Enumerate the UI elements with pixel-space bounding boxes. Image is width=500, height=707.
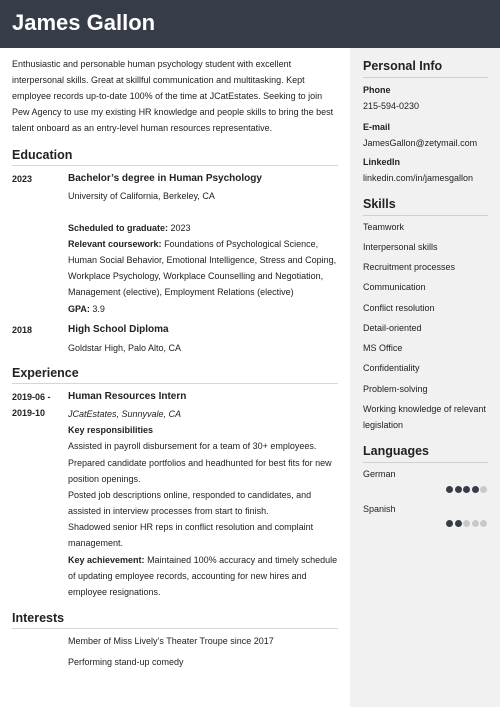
education-degree: High School Diploma bbox=[68, 324, 169, 335]
skills-heading: Skills bbox=[363, 197, 396, 211]
personal-info-heading: Personal Info bbox=[363, 59, 443, 73]
email-label: E-mail bbox=[363, 122, 391, 132]
education-coursework bbox=[68, 236, 340, 300]
experience-divider bbox=[12, 383, 338, 384]
language-name: Spanish bbox=[363, 504, 396, 514]
phone-value: 215-594-0230 bbox=[363, 101, 420, 111]
graduation-label: Scheduled to graduate: bbox=[68, 223, 169, 233]
linkedin-label: LinkedIn bbox=[363, 157, 401, 167]
proficiency-dot bbox=[463, 486, 470, 493]
experience-heading: Experience bbox=[12, 366, 79, 380]
skill-item: Communication bbox=[363, 282, 426, 292]
interests-divider bbox=[12, 628, 338, 629]
proficiency-dot bbox=[455, 486, 462, 493]
achievement-label: Key achievement: bbox=[68, 555, 145, 565]
languages-heading: Languages bbox=[363, 444, 429, 458]
responsibilities-label: Key responsibilities bbox=[68, 425, 154, 435]
proficiency-dot bbox=[463, 520, 470, 527]
responsibility-item: Shadowed senior HR reps in conflict resolution and complaint management. bbox=[68, 522, 314, 548]
proficiency-dot bbox=[480, 520, 487, 527]
skill-item: Confidentiality bbox=[363, 363, 420, 373]
education-year: 2023 bbox=[12, 174, 33, 184]
education-divider bbox=[12, 165, 338, 166]
education-year: 2018 bbox=[12, 325, 33, 335]
summary-block bbox=[12, 56, 338, 136]
skill-item: Recruitment processes bbox=[363, 262, 456, 272]
proficiency-dot bbox=[480, 486, 487, 493]
personal-info-divider bbox=[363, 77, 488, 78]
phone-label: Phone bbox=[363, 85, 391, 95]
coursework-label: Relevant coursework: bbox=[68, 239, 162, 249]
education-school: University of California, Berkeley, CA bbox=[68, 191, 215, 201]
education-heading: Education bbox=[12, 148, 73, 162]
interests-heading: Interests bbox=[12, 611, 65, 625]
education-graduation bbox=[68, 220, 340, 236]
skill-item: Problem-solving bbox=[363, 384, 428, 394]
language-level-german bbox=[446, 486, 487, 493]
skill-item: Working knowledge of relevant legislation bbox=[363, 404, 486, 430]
responsibility-item: Prepared candidate portfolios and headhunted for best fits for new position openings. bbox=[68, 458, 332, 484]
linkedin-value: linkedin.com/in/jamesgallon bbox=[363, 173, 474, 183]
coursework-value: Foundations of Psychological Science, Human Social Behavior, Emotional Intelligence, Stress and Coping, Workplace Psychology, Workplace Counselling and Negotiation, Management (elective), Employment Relations (elective) bbox=[68, 239, 337, 297]
graduation-value: 2023 bbox=[170, 223, 191, 233]
education-school: Goldstar High, Palo Alto, CA bbox=[68, 343, 182, 353]
responsibility-item: Assisted in payroll disbursement for a team of 30+ employees. bbox=[68, 441, 317, 451]
experience-role: Human Resources Intern bbox=[68, 391, 187, 402]
interest-item: Member of Miss Lively’s Theater Troupe since 2017 bbox=[68, 636, 274, 646]
languages-divider bbox=[363, 462, 488, 463]
language-level-spanish bbox=[446, 520, 487, 527]
gpa-value: 3.9 bbox=[92, 304, 105, 314]
achievement-value: Maintained 100% accuracy and timely schedule of updating employee records, accounting for new hires and employee resignations. bbox=[68, 555, 338, 597]
gpa-label: GPA: bbox=[68, 304, 90, 314]
proficiency-dot bbox=[446, 520, 453, 527]
education-gpa bbox=[68, 301, 105, 317]
language-name: German bbox=[363, 469, 396, 479]
email-value: JamesGallon@zetymail.com bbox=[363, 138, 478, 148]
skill-item: MS Office bbox=[363, 343, 403, 353]
experience-company: JCatEstates, Sunnyvale, CA bbox=[68, 409, 182, 419]
experience-date-end: 2019-10 bbox=[12, 408, 46, 418]
proficiency-dot bbox=[455, 520, 462, 527]
education-degree: Bachelor’s degree in Human Psychology bbox=[68, 173, 262, 184]
skills-divider bbox=[363, 215, 488, 216]
interest-item: Performing stand-up comedy bbox=[68, 657, 184, 667]
skill-item: Interpersonal skills bbox=[363, 242, 438, 252]
proficiency-dot bbox=[446, 486, 453, 493]
candidate-name: James Gallon bbox=[12, 10, 156, 35]
proficiency-dot bbox=[472, 486, 479, 493]
skill-item: Teamwork bbox=[363, 222, 405, 232]
skill-item: Conflict resolution bbox=[363, 303, 435, 313]
skill-item: Detail-oriented bbox=[363, 323, 422, 333]
resume-header bbox=[0, 0, 500, 48]
summary-text: Enthusiastic and personable human psychology student with excellent interpersonal skills. Great at skillful communication and multitasking. Kept employee records up-to-date 100% of the time at JCatEstates. Seeking to join Pew Agency to use my existing HR knowledge and people skills to bring the best talent onboard as an entry-level human resources representative. bbox=[12, 59, 334, 133]
experience-achievement bbox=[68, 552, 340, 600]
responsibility-item: Posted job descriptions online, responded to candidates, and assisted in interview processes from start to finish. bbox=[68, 490, 312, 516]
proficiency-dot bbox=[472, 520, 479, 527]
experience-date-start: 2019-06 - bbox=[12, 392, 51, 402]
